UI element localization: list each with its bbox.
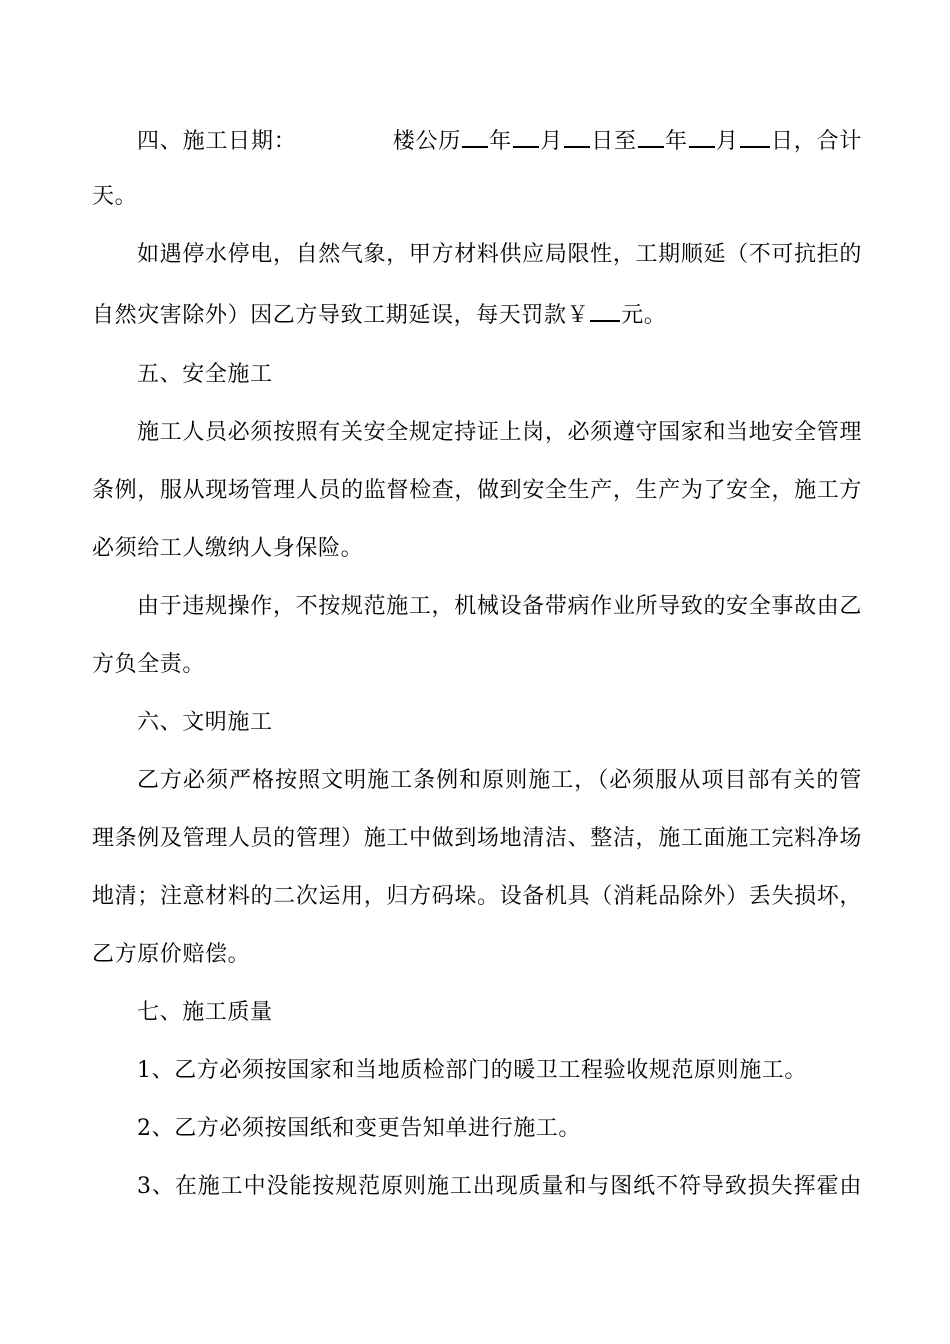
paragraph-line: 自然灾害除外）因乙方导致工期延误，每天罚款￥ 元。 [92, 298, 862, 328]
paragraph-line: 必须给工人缴纳人身保险。 [92, 536, 364, 561]
blank-field [689, 124, 715, 148]
section4-date-line: 四、施工日期： 楼公历 年 月 日至 年 月 日，合计 [137, 124, 862, 154]
list-item: 1、乙方必须按国家和当地质检部门的暖卫工程验收规范原则施工。 [137, 1058, 807, 1083]
section6-heading: 六、文明施工 [137, 710, 273, 735]
list-item: 2、乙方必须按国纸和变更告知单进行施工。 [137, 1116, 581, 1141]
paragraph-line: 乙方原价赔偿。 [92, 942, 251, 967]
paragraph-line: 如遇停水停电，自然气象，甲方材料供应局限性，工期顺延（不可抗拒的 [137, 242, 862, 267]
blank-field [590, 298, 620, 322]
paragraph-line: 地清；注意材料的二次运用，归方码垛。设备机具（消耗品除外）丢失损坏， [92, 884, 862, 909]
section5-heading: 五、安全施工 [137, 362, 273, 387]
paragraph-line: 理条例及管理人员的管理）施工中做到场地清洁、整洁，施工面施工完料净场 [92, 826, 862, 851]
section4-heading: 四、施工日期： [137, 129, 297, 154]
blank-field [740, 124, 770, 148]
section7-heading: 七、施工质量 [137, 1000, 273, 1025]
blank-field [462, 124, 488, 148]
blank-field [564, 124, 590, 148]
list-item: 3、在施工中没能按规范原则施工出现质量和与图纸不符导致损失挥霍由 [137, 1174, 862, 1199]
paragraph-line: 由于违规操作，不按规范施工，机械设备带病作业所导致的安全事故由乙 [137, 594, 862, 619]
paragraph-line: 乙方必须严格按照文明施工条例和原则施工，（必须服从项目部有关的管 [137, 768, 862, 793]
paragraph-line: 施工人员必须按照有关安全规定持证上岗，必须遵守国家和当地安全管理 [137, 420, 862, 445]
paragraph-line: 天。 [92, 184, 138, 209]
paragraph-line: 方负全责。 [92, 652, 206, 677]
paragraph-line: 条例，服从现场管理人员的监督检查，做到安全生产，生产为了安全，施工方 [92, 478, 862, 503]
blank-field [638, 124, 664, 148]
blank-field [513, 124, 539, 148]
